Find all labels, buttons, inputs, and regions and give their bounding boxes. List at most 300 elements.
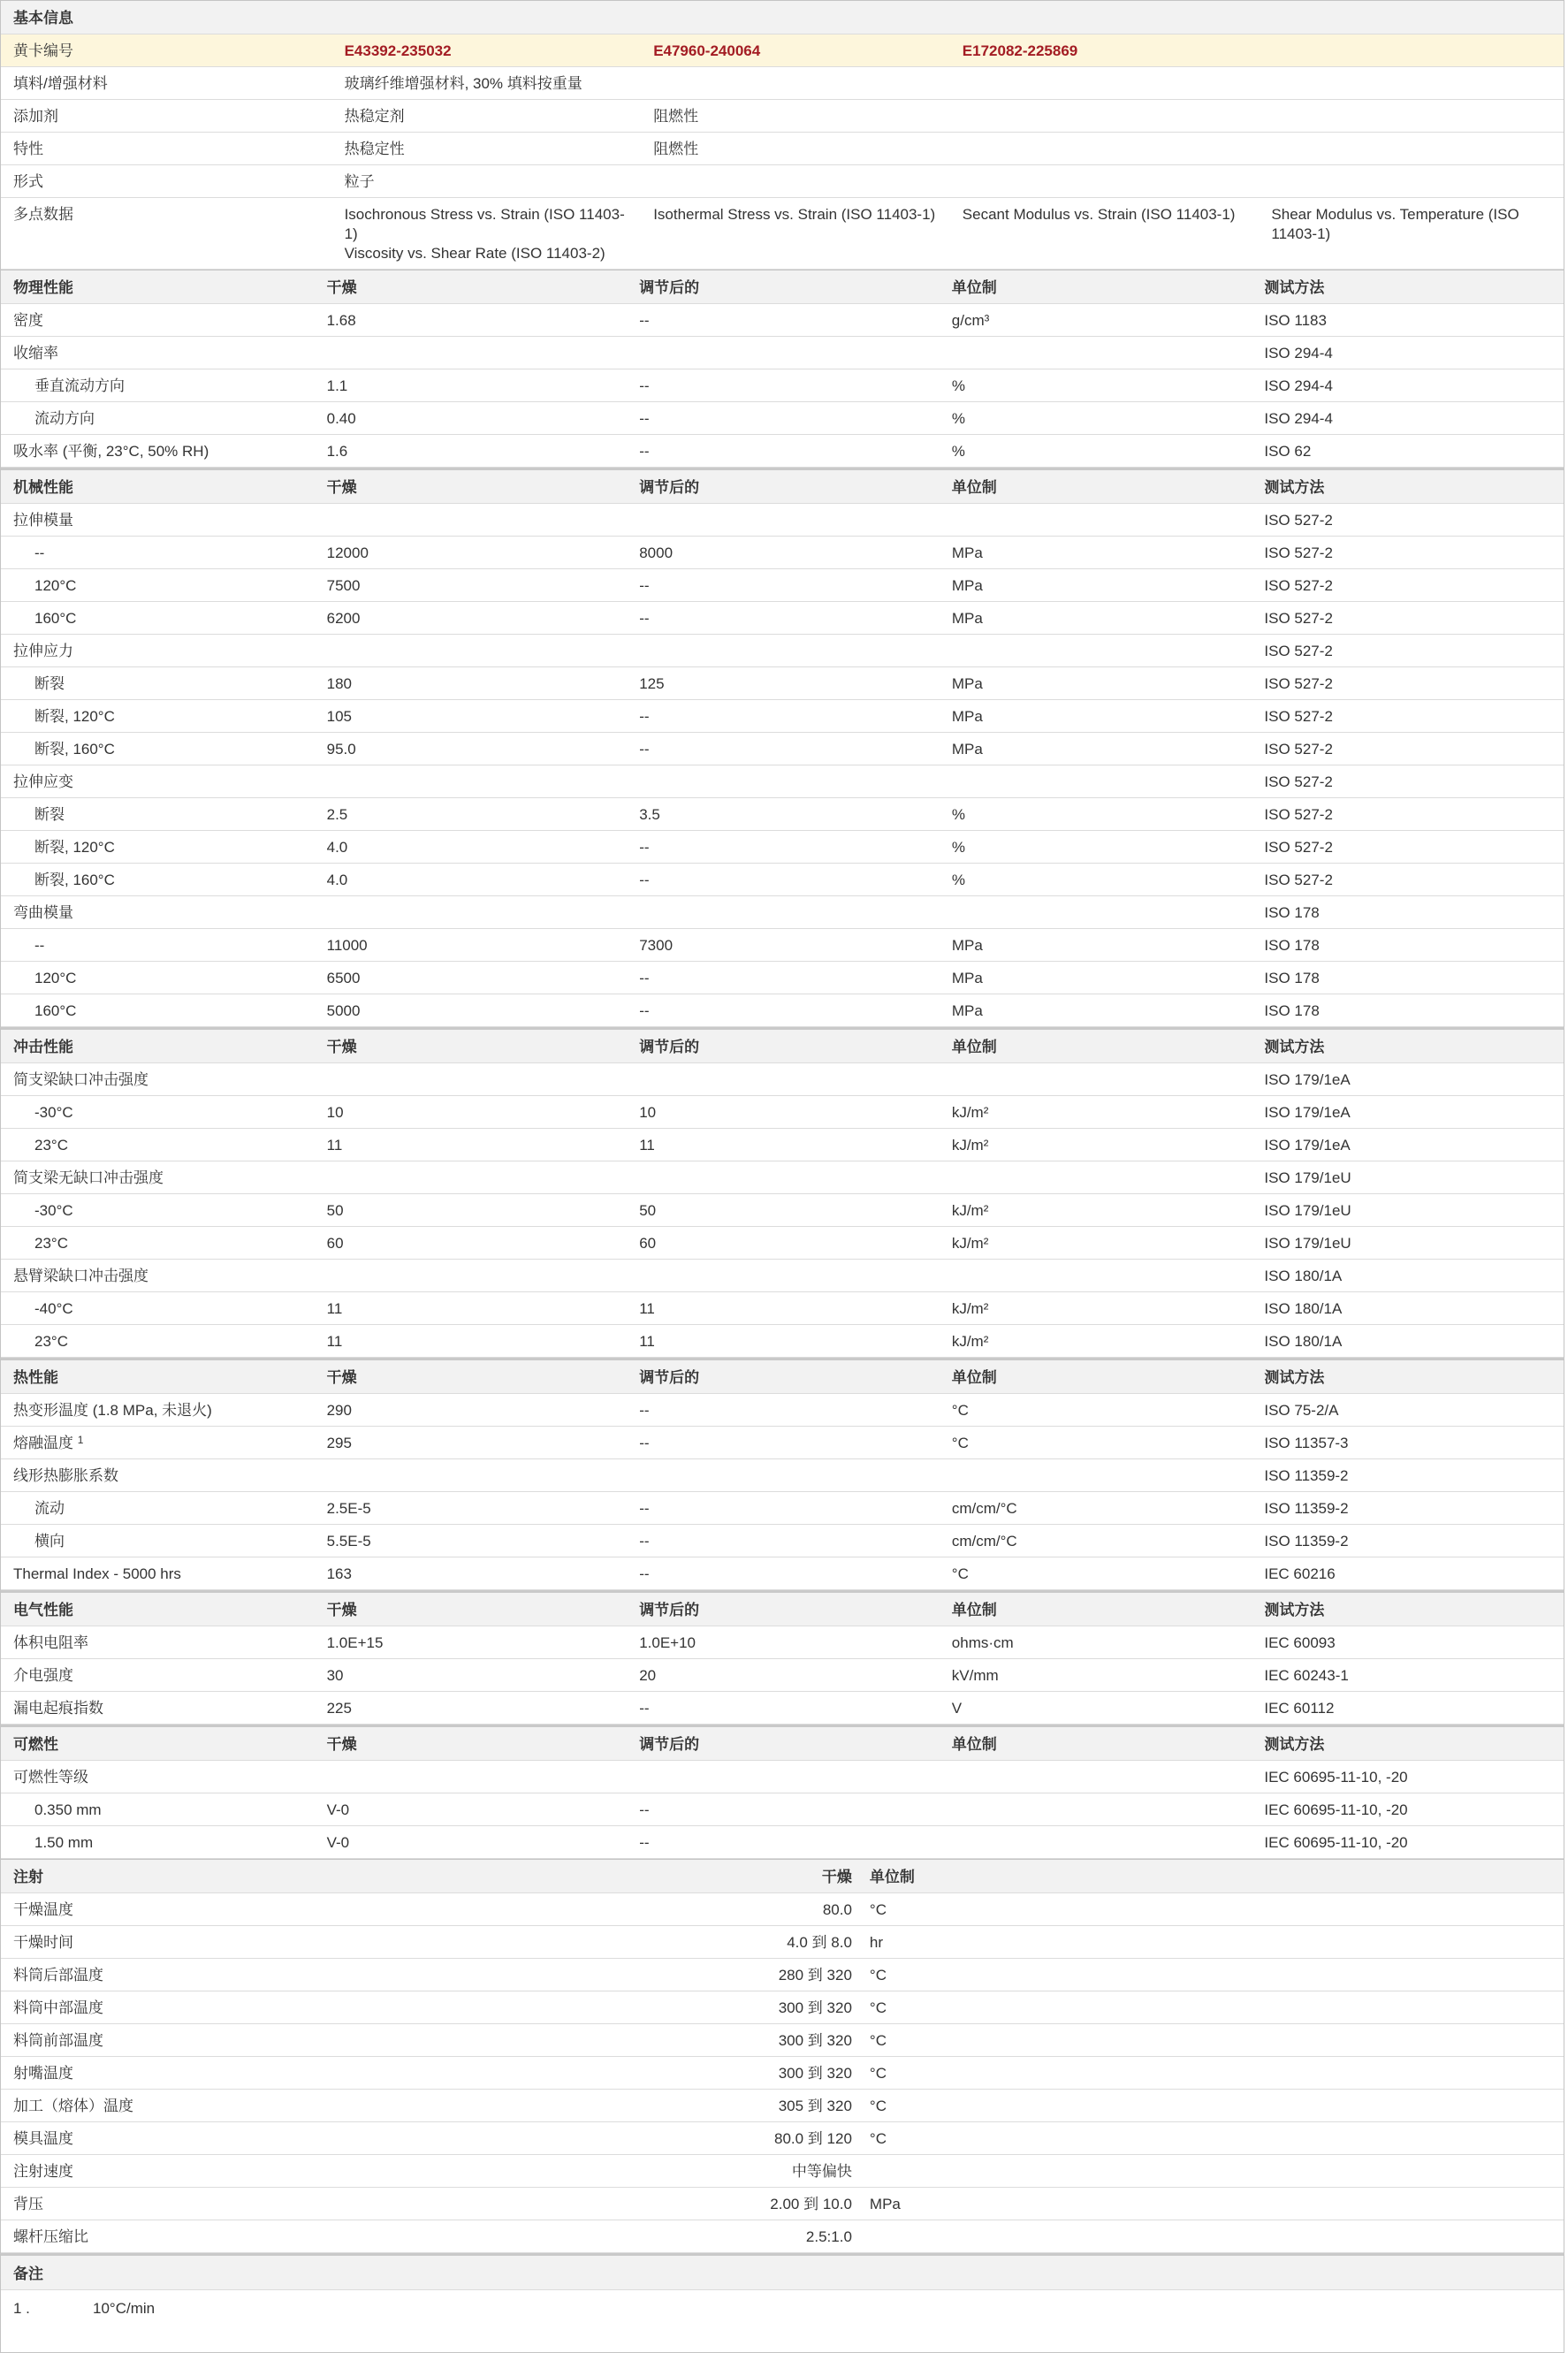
- property-row: [1, 435, 1564, 468]
- property-value: [940, 1096, 1252, 1128]
- cell-text: 2.5E-5: [326, 1500, 371, 1517]
- property-value: [627, 733, 940, 765]
- cell-text: IEC 60093: [1264, 1634, 1336, 1651]
- note-item: [1, 2290, 1564, 2352]
- column-header: 干燥: [326, 1369, 357, 1386]
- property-value: [940, 1063, 1252, 1076]
- injection-value: 300 到 320: [778, 2065, 852, 2082]
- property-value: [627, 1063, 940, 1076]
- property-value: [940, 1626, 1252, 1658]
- section-header: [1, 470, 1564, 504]
- property-row: [1, 602, 1564, 635]
- cell-text: 23°C: [34, 1137, 68, 1154]
- property-value: [627, 402, 940, 434]
- yellow-card-link[interactable]: E172082-225869: [962, 42, 1078, 59]
- basic-info-value: [950, 67, 1260, 80]
- property-value: [940, 1161, 1252, 1174]
- yellow-card-row: [1, 34, 1564, 67]
- property-value: [627, 304, 940, 336]
- cell-text: 0.40: [326, 410, 356, 427]
- property-row: [1, 1260, 1564, 1292]
- basic-info-value: Secant Modulus vs. Strain (ISO 11403-1): [962, 206, 1236, 223]
- cell-text: 290: [326, 1402, 352, 1419]
- property-row: [1, 504, 1564, 537]
- injection-param: 料筒前部温度: [13, 2032, 103, 2049]
- property-value: [1252, 1557, 1564, 1589]
- cell-text: 弯曲模量: [13, 904, 73, 921]
- property-section: [0, 1590, 1564, 1725]
- column-header: 单位制: [951, 1039, 997, 1055]
- property-value: [627, 798, 940, 830]
- property-value: [940, 1692, 1252, 1724]
- property-value: [1252, 1427, 1564, 1458]
- property-value: [315, 1659, 628, 1691]
- injection-param: 料筒中部温度: [13, 1999, 103, 2016]
- property-name: [1, 667, 315, 699]
- basic-info-value: [1259, 165, 1564, 178]
- cell-text: ISO 11359-2: [1264, 1533, 1349, 1550]
- injection-col-dry: 干燥: [821, 1869, 852, 1885]
- property-value: [315, 1761, 628, 1773]
- cell-text: IEC 60243-1: [1264, 1667, 1349, 1684]
- property-value: [1252, 1692, 1564, 1724]
- property-value: [627, 435, 940, 467]
- basic-info-value: [950, 100, 1260, 112]
- property-value: [315, 765, 628, 778]
- cell-text: 160°C: [34, 610, 77, 627]
- cell-text: IEC 60216: [1264, 1565, 1336, 1582]
- basic-info-label: 添加剂: [13, 108, 58, 125]
- cell-text: ISO 11359-2: [1264, 1500, 1349, 1517]
- property-value: [627, 864, 940, 895]
- property-row: [1, 994, 1564, 1027]
- property-value: [627, 1394, 940, 1426]
- property-row: [1, 864, 1564, 896]
- cell-text: 断裂, 160°C: [34, 741, 115, 758]
- injection-param: 加工（熔体）温度: [13, 2098, 133, 2114]
- cell-text: ISO 179/1eA: [1264, 1104, 1351, 1121]
- section-header: [1, 1593, 1564, 1626]
- property-row: [1, 537, 1564, 569]
- cell-text: 垂直流动方向: [34, 377, 125, 394]
- injection-value: 300 到 320: [778, 2032, 852, 2049]
- injection-row: [1, 2024, 1564, 2057]
- property-value: [940, 1129, 1252, 1161]
- property-value: [627, 504, 940, 516]
- injection-unit: °C: [869, 1967, 887, 1984]
- injection-row: [1, 1926, 1564, 1959]
- property-value: [627, 1692, 940, 1724]
- injection-unit: °C: [869, 2130, 887, 2147]
- cell-text: 体积电阻率: [13, 1634, 88, 1651]
- property-value: [1252, 733, 1564, 765]
- cell-text: MPa: [951, 741, 983, 758]
- injection-col-unit: 单位制: [869, 1869, 915, 1885]
- cell-text: 120°C: [34, 577, 77, 594]
- property-value: [315, 1525, 628, 1557]
- cell-text: --: [639, 1834, 650, 1851]
- property-value: [940, 602, 1252, 634]
- basic-info-value: 粒子: [344, 173, 375, 190]
- property-value: [315, 402, 628, 434]
- property-row: [1, 1096, 1564, 1129]
- property-value: [315, 831, 628, 863]
- injection-row: [1, 2188, 1564, 2220]
- cell-text: 密度: [13, 312, 43, 329]
- property-value: [315, 864, 628, 895]
- property-value: [627, 1427, 940, 1458]
- property-name: [1, 569, 315, 601]
- property-value: [627, 1826, 940, 1858]
- cell-text: -30°C: [34, 1104, 73, 1121]
- property-row: [1, 733, 1564, 765]
- cell-text: °C: [951, 1402, 969, 1419]
- property-row: [1, 1194, 1564, 1227]
- basic-info-value: [1259, 133, 1564, 145]
- property-name: [1, 602, 315, 634]
- property-row: [1, 700, 1564, 733]
- cell-text: ISO 11357-3: [1264, 1435, 1349, 1451]
- cell-text: 125: [639, 675, 665, 692]
- property-name: [1, 1063, 315, 1095]
- injection-param: 干燥时间: [13, 1934, 73, 1951]
- property-name: [1, 1761, 315, 1793]
- injection-param: 干燥温度: [13, 1901, 73, 1918]
- property-value: [940, 929, 1252, 961]
- basic-info-row: [1, 133, 1564, 165]
- property-value: [940, 1659, 1252, 1691]
- note-number: 1 .: [13, 2300, 30, 2317]
- property-value: [627, 635, 940, 647]
- property-value: [315, 929, 628, 961]
- property-row: [1, 569, 1564, 602]
- property-value: [627, 537, 940, 568]
- cell-text: --: [639, 1500, 650, 1517]
- property-value: [315, 602, 628, 634]
- basic-info-value: [950, 165, 1260, 178]
- cell-text: ISO 294-4: [1264, 377, 1333, 394]
- basic-info-value: [641, 67, 950, 80]
- property-name: [1, 1260, 315, 1291]
- cell-text: 简支梁缺口冲击强度: [13, 1071, 148, 1088]
- cell-text: ISO 179/1eA: [1264, 1071, 1351, 1088]
- cell-text: --: [639, 1565, 650, 1582]
- cell-text: 10: [639, 1104, 657, 1121]
- section-header: [1, 1727, 1564, 1761]
- property-name: [1, 1826, 315, 1858]
- cell-text: 105: [326, 708, 352, 725]
- basic-info-value: [950, 133, 1260, 145]
- property-name: [1, 1692, 315, 1724]
- property-row: [1, 798, 1564, 831]
- property-value: [1252, 337, 1564, 369]
- basic-info-value: Isochronous Stress vs. Strain (ISO 11403-1) Viscosity vs. Shear Rate (ISO 11403-2): [344, 206, 625, 262]
- property-value: [1252, 402, 1564, 434]
- property-row: [1, 635, 1564, 667]
- property-value: [627, 962, 940, 994]
- cell-text: 可燃性等级: [13, 1769, 88, 1786]
- cell-text: 11: [326, 1137, 343, 1154]
- cell-text: %: [951, 377, 965, 394]
- property-name: [1, 402, 315, 434]
- cell-text: 23°C: [34, 1235, 68, 1252]
- property-value: [627, 1761, 940, 1773]
- property-value: [940, 1826, 1252, 1839]
- property-name: [1, 798, 315, 830]
- injection-row: [1, 2090, 1564, 2122]
- property-row: [1, 1325, 1564, 1358]
- cell-text: 1.68: [326, 312, 356, 329]
- basic-info-section: [0, 0, 1564, 270]
- cell-text: 0.350 mm: [34, 1801, 102, 1818]
- property-value: [940, 1394, 1252, 1426]
- cell-text: 断裂, 120°C: [34, 839, 115, 856]
- property-value: [940, 733, 1252, 765]
- property-value: [1252, 602, 1564, 634]
- property-value: [940, 1557, 1252, 1589]
- property-value: [940, 569, 1252, 601]
- cell-text: 流动方向: [34, 410, 95, 427]
- cell-text: MPa: [951, 970, 983, 986]
- property-value: [940, 765, 1252, 778]
- cell-text: MPa: [951, 1002, 983, 1019]
- property-name: [1, 1793, 315, 1825]
- property-value: [627, 1260, 940, 1272]
- property-value: [1252, 1260, 1564, 1291]
- cell-text: 4.0: [326, 839, 348, 856]
- cell-text: ISO 527-2: [1264, 839, 1333, 856]
- cell-text: IEC 60112: [1264, 1700, 1335, 1717]
- property-row: [1, 765, 1564, 798]
- property-value: [315, 569, 628, 601]
- section-title: 机械性能: [13, 479, 73, 496]
- column-header: 干燥: [326, 1039, 357, 1055]
- property-value: [940, 369, 1252, 401]
- column-header: 单位制: [951, 1602, 997, 1618]
- property-value: [315, 1325, 628, 1357]
- cell-text: 160°C: [34, 1002, 77, 1019]
- basic-info-row: [1, 165, 1564, 198]
- injection-value: 280 到 320: [778, 1967, 852, 1984]
- property-value: [315, 733, 628, 765]
- injection-value: 中等偏快: [791, 2163, 852, 2180]
- section-title: 可燃性: [13, 1736, 58, 1753]
- property-name: [1, 733, 315, 765]
- column-header: 测试方法: [1264, 1039, 1325, 1055]
- notes-title: 备注: [13, 2265, 43, 2282]
- property-value: [1252, 635, 1564, 666]
- property-value: [940, 1260, 1252, 1272]
- property-value: [315, 1194, 628, 1226]
- property-value: [315, 1459, 628, 1472]
- property-value: [627, 369, 940, 401]
- footnote-ref[interactable]: 1: [77, 1434, 84, 1446]
- cell-text: ISO 180/1A: [1264, 1300, 1343, 1317]
- cell-text: 10: [326, 1104, 344, 1121]
- cell-text: ISO 179/1eU: [1264, 1169, 1351, 1186]
- cell-text: °C: [951, 1565, 969, 1582]
- property-row: [1, 1129, 1564, 1161]
- property-value: [315, 1394, 628, 1426]
- property-name: [1, 896, 315, 928]
- cell-text: 漏电起痕指数: [13, 1700, 103, 1717]
- property-value: [940, 962, 1252, 994]
- cell-text: 6200: [326, 610, 361, 627]
- cell-text: IEC 60695-11-10, -20: [1264, 1801, 1408, 1818]
- cell-text: 断裂: [34, 806, 65, 823]
- basic-info-label: 特性: [13, 141, 43, 157]
- property-value: [1252, 1459, 1564, 1491]
- property-value: [315, 798, 628, 830]
- property-value: [627, 831, 940, 863]
- cell-text: MPa: [951, 544, 983, 561]
- injection-param: 螺杆压缩比: [13, 2228, 88, 2245]
- cell-text: ISO 527-2: [1264, 512, 1333, 529]
- property-row: [1, 1659, 1564, 1692]
- column-header: 调节后的: [639, 1039, 700, 1055]
- property-value: [940, 402, 1252, 434]
- column-header: 干燥: [326, 1736, 357, 1753]
- property-value: [627, 602, 940, 634]
- cell-text: 295: [326, 1435, 352, 1451]
- property-value: [1252, 1194, 1564, 1226]
- property-value: [1252, 504, 1564, 536]
- property-name: [1, 1161, 315, 1193]
- injection-unit: MPa: [869, 2196, 901, 2212]
- cell-text: V-0: [326, 1834, 350, 1851]
- property-value: [627, 1659, 940, 1691]
- cell-text: 8000: [639, 544, 674, 561]
- cell-text: ISO 178: [1264, 1002, 1320, 1019]
- property-value: [1252, 864, 1564, 895]
- property-name: [1, 1325, 315, 1357]
- cell-text: 60: [326, 1235, 344, 1252]
- cell-text: 120°C: [34, 970, 77, 986]
- cell-text: --: [639, 1435, 650, 1451]
- property-value: [940, 994, 1252, 1026]
- cell-text: 50: [639, 1202, 657, 1219]
- property-name: [1, 537, 315, 568]
- property-value: [1252, 1761, 1564, 1793]
- note-text: 10°C/min: [93, 2300, 156, 2317]
- cell-text: --: [34, 544, 45, 561]
- property-row: [1, 667, 1564, 700]
- cell-text: 断裂: [34, 675, 65, 692]
- cell-text: 11: [639, 1333, 655, 1350]
- injection-value: 4.0 到 8.0: [787, 1934, 852, 1951]
- property-value: [940, 1793, 1252, 1806]
- property-value: [315, 1626, 628, 1658]
- cell-text: ISO 294-4: [1264, 410, 1333, 427]
- property-value: [1252, 1227, 1564, 1259]
- property-value: [627, 1227, 940, 1259]
- yellow-card-link[interactable]: E47960-240064: [653, 42, 761, 59]
- injection-row: [1, 2155, 1564, 2188]
- property-value: [627, 569, 940, 601]
- injection-unit: °C: [869, 2098, 887, 2114]
- cell-text: %: [951, 839, 965, 856]
- basic-info-label: 形式: [13, 173, 43, 190]
- property-value: [1252, 831, 1564, 863]
- cell-text: MPa: [951, 610, 983, 627]
- basic-info-value: 阻燃性: [653, 141, 699, 157]
- cell-text: ISO 527-2: [1264, 675, 1333, 692]
- property-value: [315, 504, 628, 516]
- property-value: [940, 700, 1252, 732]
- column-header: 调节后的: [639, 1369, 700, 1386]
- property-name: [1, 929, 315, 961]
- property-row: [1, 1692, 1564, 1725]
- cell-text: 7300: [639, 937, 674, 954]
- property-value: [940, 1427, 1252, 1458]
- property-value: [940, 304, 1252, 336]
- property-value: [627, 1557, 940, 1589]
- property-row: [1, 1063, 1564, 1096]
- property-value: [940, 1227, 1252, 1259]
- cell-text: 1.0E+10: [639, 1634, 696, 1651]
- property-value: [1252, 798, 1564, 830]
- property-name: [1, 831, 315, 863]
- cell-text: ohms·cm: [951, 1634, 1014, 1651]
- injection-unit: °C: [869, 2065, 887, 2082]
- property-value: [1252, 435, 1564, 467]
- section-header: [1, 1360, 1564, 1394]
- injection-param: 背压: [13, 2196, 43, 2212]
- cell-text: ISO 180/1A: [1264, 1333, 1343, 1350]
- property-value: [1252, 304, 1564, 336]
- property-name: [1, 337, 315, 369]
- cell-text: 6500: [326, 970, 361, 986]
- injection-row: [1, 1893, 1564, 1926]
- cell-text: 7500: [326, 577, 361, 594]
- cell-text: MPa: [951, 708, 983, 725]
- property-value: [627, 929, 940, 961]
- property-value: [940, 864, 1252, 895]
- property-value: [627, 1459, 940, 1472]
- basic-info-value: 热稳定剂: [344, 108, 405, 125]
- cell-text: ISO 527-2: [1264, 544, 1333, 561]
- cell-text: ISO 527-2: [1264, 610, 1333, 627]
- basic-info-value: 玻璃纤维增强材料, 30% 填料按重量: [344, 75, 582, 92]
- property-value: [1252, 1063, 1564, 1095]
- cell-text: --: [639, 1801, 650, 1818]
- cell-text: --: [639, 708, 650, 725]
- notes-header: [1, 2256, 1564, 2290]
- cell-text: 吸水率 (平衡, 23°C, 50% RH): [13, 443, 209, 460]
- basic-info-title: 基本信息: [13, 10, 73, 27]
- cell-text: 收缩率: [13, 345, 58, 362]
- notes-section: [0, 2253, 1564, 2353]
- property-value: [1252, 1659, 1564, 1691]
- injection-row: [1, 2220, 1564, 2253]
- property-value: [1252, 1525, 1564, 1557]
- cell-text: 11: [326, 1300, 343, 1317]
- column-header: 调节后的: [639, 479, 700, 496]
- property-value: [627, 765, 940, 778]
- yellow-card-link[interactable]: E43392-235032: [344, 42, 452, 59]
- property-value: [1252, 1325, 1564, 1357]
- cell-text: --: [639, 410, 650, 427]
- property-value: [315, 1292, 628, 1324]
- property-value: [940, 1325, 1252, 1357]
- property-name: [1, 864, 315, 895]
- property-name: [1, 1492, 315, 1524]
- property-value: [940, 831, 1252, 863]
- property-value: [627, 1161, 940, 1174]
- property-row: [1, 929, 1564, 962]
- section-header: [1, 270, 1564, 304]
- basic-info-value: Shear Modulus vs. Temperature (ISO 11403-1): [1271, 206, 1519, 242]
